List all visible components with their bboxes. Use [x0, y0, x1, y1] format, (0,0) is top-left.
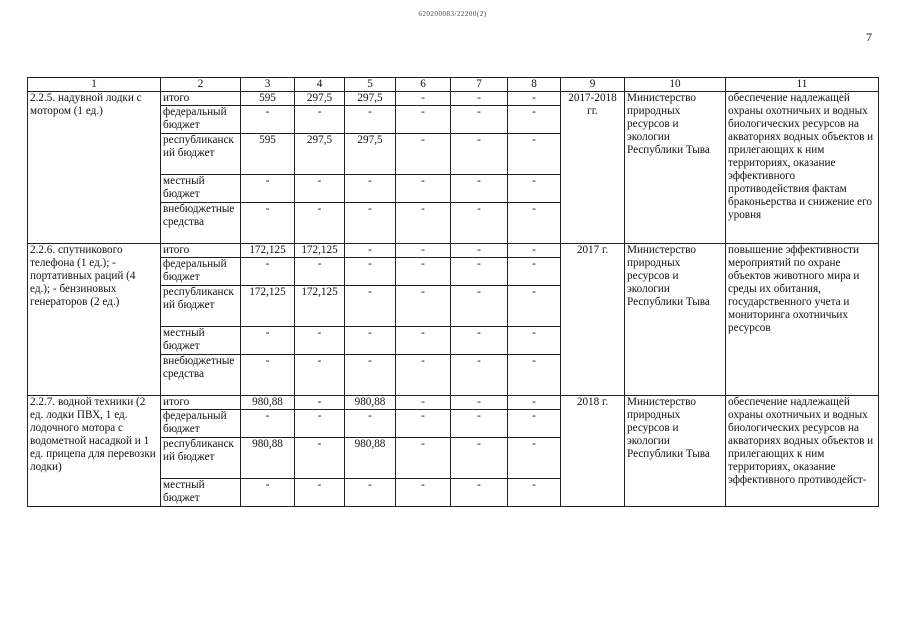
period: 2017 г. [561, 244, 625, 396]
value-2021: - [508, 258, 561, 286]
document-code: 620200083/22200(2) [418, 10, 487, 18]
value-2018: - [345, 106, 396, 134]
value-2018: - [345, 355, 396, 396]
funding-source: федеральный бюджет [161, 410, 241, 438]
value-2017: 172,125 [295, 244, 345, 258]
value-2020: - [451, 327, 508, 355]
table-row [28, 244, 879, 258]
value-2018: - [345, 327, 396, 355]
expected-result: повышение эффективности мероприятий по охране объектов животного мира и среды их обитания, государственного учета и мониторинга охотничьих ресурсов [726, 244, 879, 396]
value-2021: - [508, 327, 561, 355]
header-cell: 4 [295, 78, 345, 92]
header-cell: 3 [241, 78, 295, 92]
value-2020: - [451, 355, 508, 396]
value-total: - [241, 175, 295, 203]
period: 2018 г. [561, 396, 625, 507]
value-2019: - [396, 134, 451, 175]
header-cell: 6 [396, 78, 451, 92]
value-2017: - [295, 410, 345, 438]
value-2017: - [295, 203, 345, 244]
value-total: 980,88 [241, 396, 295, 410]
table-row [28, 396, 879, 410]
value-2019: - [396, 286, 451, 327]
executor: Министерство природных ресурсов и экологии Республики Тыва [625, 244, 726, 396]
funding-source: внебюджетные средства [161, 203, 241, 244]
header-cell: 9 [561, 78, 625, 92]
value-2020: - [451, 175, 508, 203]
funding-source: республиканский бюджет [161, 286, 241, 327]
value-2018: - [345, 244, 396, 258]
value-2018: - [345, 286, 396, 327]
header-cell: 5 [345, 78, 396, 92]
value-2020: - [451, 438, 508, 479]
value-2017: 297,5 [295, 92, 345, 106]
value-2019: - [396, 327, 451, 355]
value-2020: - [451, 92, 508, 106]
header-cell: 8 [508, 78, 561, 92]
funding-source: местный бюджет [161, 327, 241, 355]
value-2019: - [396, 244, 451, 258]
value-2020: - [451, 410, 508, 438]
value-2021: - [508, 134, 561, 175]
value-2019: - [396, 92, 451, 106]
value-2017: 172,125 [295, 286, 345, 327]
period: 2017-2018 гг. [561, 92, 625, 244]
value-2018: - [345, 479, 396, 507]
value-2018: 980,88 [345, 438, 396, 479]
funding-source: местный бюджет [161, 175, 241, 203]
funding-source: федеральный бюджет [161, 258, 241, 286]
value-2020: - [451, 106, 508, 134]
value-total: 172,125 [241, 286, 295, 327]
value-total: - [241, 106, 295, 134]
value-2020: - [451, 396, 508, 410]
funding-source: местный бюджет [161, 479, 241, 507]
value-total: - [241, 203, 295, 244]
value-2021: - [508, 438, 561, 479]
value-2020: - [451, 203, 508, 244]
header-cell: 11 [726, 78, 879, 92]
value-2018: - [345, 410, 396, 438]
header-cell: 10 [625, 78, 726, 92]
value-2017: - [295, 327, 345, 355]
value-2021: - [508, 106, 561, 134]
value-2019: - [396, 479, 451, 507]
value-2017: - [295, 438, 345, 479]
value-2018: - [345, 258, 396, 286]
funding-source: итого [161, 244, 241, 258]
value-2021: - [508, 175, 561, 203]
header-cell: 7 [451, 78, 508, 92]
value-2021: - [508, 396, 561, 410]
funding-source: федеральный бюджет [161, 106, 241, 134]
value-total: 595 [241, 134, 295, 175]
value-2018: 297,5 [345, 134, 396, 175]
value-2021: - [508, 479, 561, 507]
funding-source: республиканский бюджет [161, 134, 241, 175]
header-cell: 1 [28, 78, 161, 92]
value-2020: - [451, 258, 508, 286]
value-2021: - [508, 203, 561, 244]
value-2020: - [451, 134, 508, 175]
executor: Министерство природных ресурсов и экологии Республики Тыва [625, 396, 726, 507]
funding-source: итого [161, 92, 241, 106]
value-2017: - [295, 175, 345, 203]
value-2021: - [508, 410, 561, 438]
value-2018: 980,88 [345, 396, 396, 410]
value-2019: - [396, 106, 451, 134]
value-2018: 297,5 [345, 92, 396, 106]
value-2018: - [345, 175, 396, 203]
page-number: 7 [866, 30, 872, 44]
value-total: - [241, 355, 295, 396]
expected-result: обеспечение надлежащей охраны охотничьих и водных биологических ресурсов на акваториях водных объектов и прилегающих к ним территориях, оказание эффективного противодейст- [726, 396, 879, 507]
value-2021: - [508, 244, 561, 258]
value-2021: - [508, 355, 561, 396]
value-2018: - [345, 203, 396, 244]
value-2020: - [451, 479, 508, 507]
value-total: 172,125 [241, 244, 295, 258]
value-2019: - [396, 410, 451, 438]
value-2017: - [295, 396, 345, 410]
executor: Министерство природных ресурсов и экологии Республики Тыва [625, 92, 726, 244]
value-total: - [241, 410, 295, 438]
value-2019: - [396, 203, 451, 244]
value-2020: - [451, 286, 508, 327]
value-2019: - [396, 258, 451, 286]
funding-source: внебюджетные средства [161, 355, 241, 396]
value-total: - [241, 327, 295, 355]
value-total: - [241, 479, 295, 507]
value-2021: - [508, 286, 561, 327]
value-2019: - [396, 175, 451, 203]
header-cell: 2 [161, 78, 241, 92]
value-2017: 297,5 [295, 134, 345, 175]
value-2017: - [295, 258, 345, 286]
value-2017: - [295, 479, 345, 507]
value-2019: - [396, 396, 451, 410]
value-total: 595 [241, 92, 295, 106]
activity-name: 2.2.5. надувной лодки с мотором (1 ед.) [28, 92, 161, 244]
expected-result: обеспечение надлежащей охраны охотничьих и водных биологических ресурсов на акваториях водных объектов и прилегающих к ним территориях, оказание эффективного противодействия фактам браконьерства и снижение его уровня [726, 92, 879, 244]
table-row [28, 92, 879, 106]
activity-name: 2.2.7. водной техники (2 ед. лодки ПВХ, 1 ед. лодочного мотора с водометной насадкой и 1 ед. прицепа для перевозки лодки) [28, 396, 161, 507]
value-total: 980,88 [241, 438, 295, 479]
value-2019: - [396, 438, 451, 479]
funding-source: итого [161, 396, 241, 410]
value-2017: - [295, 106, 345, 134]
funding-source: республиканский бюджет [161, 438, 241, 479]
budget-table [27, 77, 879, 507]
value-2017: - [295, 355, 345, 396]
value-total: - [241, 258, 295, 286]
value-2019: - [396, 355, 451, 396]
value-2021: - [508, 92, 561, 106]
value-2020: - [451, 244, 508, 258]
activity-name: 2.2.6. спутникового телефона (1 ед.); - портативных раций (4 ед.); - бензиновых генераторов (2 ед.) [28, 244, 161, 396]
header-row [28, 78, 879, 92]
